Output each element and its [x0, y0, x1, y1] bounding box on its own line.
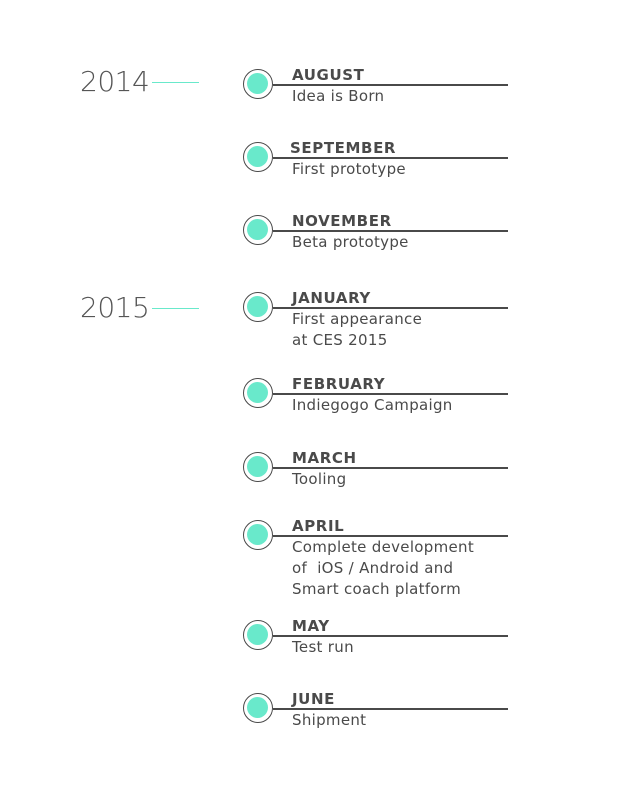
timeline-marker-icon [243, 378, 273, 408]
timeline-marker-icon [243, 142, 273, 172]
timeline-marker-icon [243, 520, 273, 550]
year-label-2015: 2015 [80, 291, 150, 324]
year-label-2014: 2014 [80, 65, 150, 98]
event-description: Idea is Born [292, 87, 385, 105]
event-description: Beta prototype [292, 233, 409, 251]
event-description: Indiegogo Campaign [292, 396, 453, 414]
event-month: SEPTEMBER [290, 139, 397, 157]
event-description: Test run [292, 638, 354, 656]
year-connector-2014 [152, 82, 199, 83]
year-connector-2015 [152, 308, 199, 309]
event-month: JANUARY [292, 289, 371, 307]
timeline-marker-icon [243, 292, 273, 322]
timeline-marker-icon [243, 452, 273, 482]
event-description: First appearance at CES 2015 [292, 310, 423, 349]
event-month: MAY [292, 617, 330, 635]
timeline-marker-icon [243, 620, 273, 650]
timeline-marker-icon [243, 215, 273, 245]
event-description: Shipment [292, 711, 367, 729]
event-description: Complete development of iOS / Android and Smart coach platform [292, 538, 475, 598]
event-month: AUGUST [292, 66, 365, 84]
event-month: MARCH [292, 449, 357, 467]
event-month: APRIL [292, 517, 345, 535]
event-month: FEBRUARY [292, 375, 386, 393]
event-month: NOVEMBER [292, 212, 392, 230]
event-description: First prototype [292, 160, 406, 178]
event-description: Tooling [292, 470, 347, 488]
event-month: JUNE [292, 690, 335, 708]
timeline-marker-icon [243, 69, 273, 99]
timeline-marker-icon [243, 693, 273, 723]
